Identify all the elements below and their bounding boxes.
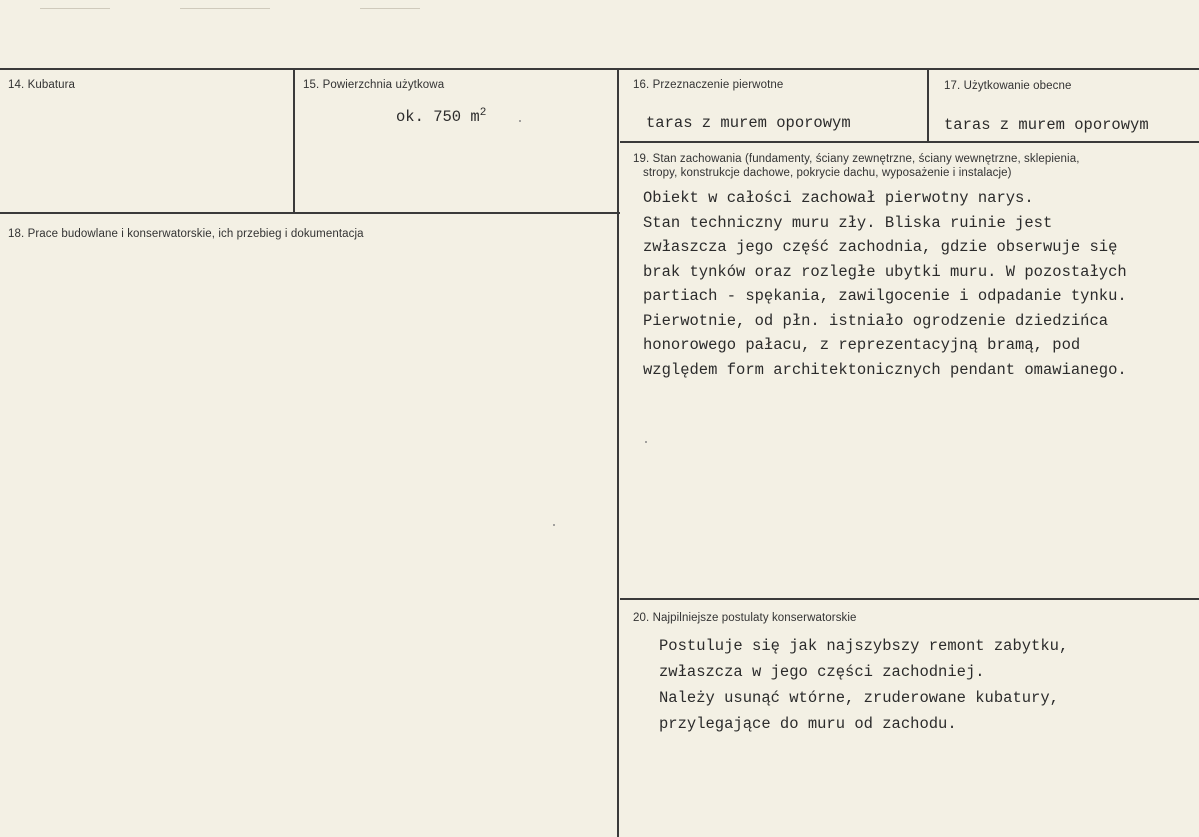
field-19-line: brak tynków oraz rozległe ubytki muru. W pozostałych bbox=[643, 262, 1127, 281]
field-15-value bbox=[396, 108, 486, 126]
row-divider-19-20 bbox=[620, 598, 1199, 600]
field-20-line: Należy usunąć wtórne, zruderowane kubatury, bbox=[659, 689, 1059, 707]
field-19-line: zwłaszcza jego część zachodnia, gdzie obserwuje się bbox=[643, 238, 1118, 256]
col-divider-14-15 bbox=[293, 68, 295, 214]
field-19-line: Stan techniczny muru zły. Bliska ruinie jest bbox=[643, 213, 1053, 232]
field-20-label: 20. Najpilniejsze postulaty konserwatorskie bbox=[633, 612, 857, 624]
field-15-label: 15. Powierzchnia użytkowa bbox=[303, 79, 445, 91]
form-top-border bbox=[0, 68, 1199, 70]
col-divider-main bbox=[617, 68, 619, 837]
field-19-line: względem form architektonicznych pendant omawianego. bbox=[643, 360, 1127, 379]
field-19-line: Pierwotnie, od płn. istniało ogrodzenie dziedzińca bbox=[643, 311, 1109, 330]
col-divider-16-17 bbox=[927, 68, 929, 143]
field-19-text bbox=[643, 186, 1127, 382]
field-20-line: przylegające do muru od zachodu. bbox=[659, 715, 957, 733]
field-15-value-main: ok. 750 m bbox=[396, 108, 480, 126]
field-19-label-line-1: 19. Stan zachowania (fundamenty, ściany zewnętrzne, ściany wewnętrzne, sklepienia, bbox=[633, 153, 1080, 165]
field-19-label-line-2: stropy, konstrukcje dachowe, pokrycie dachu, wyposażenie i instalacje) bbox=[643, 167, 1012, 179]
scan-speck bbox=[645, 441, 647, 443]
field-14-label: 14. Kubatura bbox=[8, 79, 76, 91]
field-19-label bbox=[633, 152, 1080, 180]
field-16-value: taras z murem oporowym bbox=[646, 114, 851, 132]
field-20-text bbox=[659, 633, 1068, 737]
top-edge-faint-marks bbox=[0, 0, 1199, 14]
scan-speck bbox=[519, 120, 521, 122]
field-19-line: partiach - spękania, zawilgocenie i odpadanie tynku. bbox=[643, 287, 1127, 305]
field-17-label: 17. Użytkowanie obecne bbox=[944, 80, 1072, 92]
field-20-line: Postuluje się jak najszybszy remont zabytku, bbox=[659, 637, 1069, 655]
field-19-line: Obiekt w całości zachował pierwotny narys. bbox=[643, 189, 1034, 207]
field-17-value: taras z murem oporowym bbox=[944, 116, 1149, 134]
row-divider-16-19 bbox=[620, 141, 1199, 143]
field-20-line: zwłaszcza w jego części zachodniej. bbox=[659, 663, 985, 681]
field-19-line: honorowego pałacu, z reprezentacyjną bramą, pod bbox=[643, 336, 1081, 354]
scan-speck bbox=[553, 524, 555, 526]
field-18-label: 18. Prace budowlane i konserwatorskie, ich przebieg i dokumentacja bbox=[8, 228, 364, 240]
row-divider-15-18 bbox=[0, 212, 620, 214]
field-16-label: 16. Przeznaczenie pierwotne bbox=[633, 79, 784, 91]
field-15-value-exponent: 2 bbox=[479, 106, 487, 119]
